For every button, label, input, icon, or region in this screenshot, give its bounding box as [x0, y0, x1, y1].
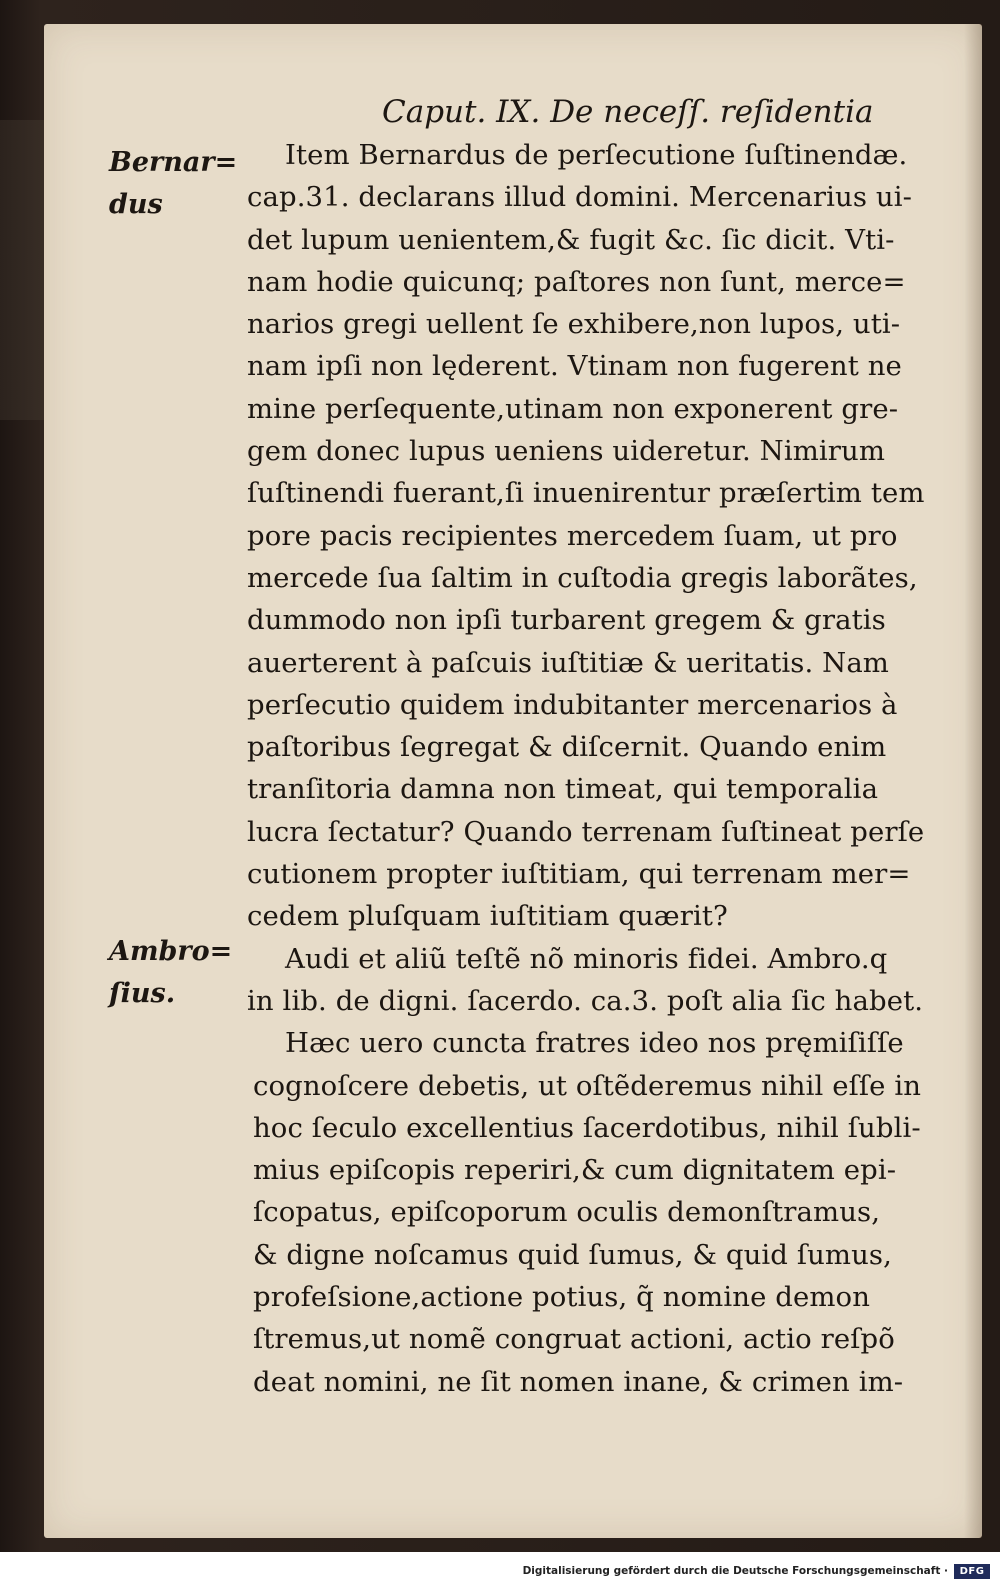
text-line: paſtoribus ſegregat & diſcernit. Quando enim: [247, 731, 887, 764]
text-line: ſtremus,ut nomẽ congruat actioni, actio reſpõ: [253, 1323, 895, 1356]
text-line: mius epiſcopis reperiri,& cum dignitatem epi-: [253, 1154, 897, 1187]
text-line: auerterent à paſcuis iuſtitiæ & ueritatis. Nam: [247, 646, 889, 679]
adjacent-page-edge: [0, 120, 46, 420]
text-line: cutionem propter iuſtitiam, qui terrenam mer=: [247, 858, 911, 891]
text-line: mine perſequente,utinam non exponerent gre-: [247, 392, 899, 425]
margin-note-line: dus: [109, 189, 163, 220]
text-line: narios gregi uellent ſe exhibere,non lupos, uti-: [247, 308, 901, 341]
text-line: perſecutio quidem indubitanter mercenarios à: [247, 688, 898, 721]
text-line: dummodo non ipſi turbarent gregem & gratis: [247, 604, 886, 637]
margin-note-line: ſius.: [109, 978, 176, 1009]
text-line: Item Bernardus de perſecutione ſuſtinendæ.: [285, 139, 908, 171]
text-line: mercede ſua ſaltim in cuſtodia gregis laborãtes,: [247, 561, 918, 594]
running-head: Caput. IX. De neceſſ. reſidentia: [382, 94, 874, 130]
text-line: Audi et aliũ teſtẽ nõ minoris fidei. Ambro.q: [285, 942, 888, 975]
funding-notice: Digitalisierung gefördert durch die Deutsche Forschungsgemeinschaft ·: [522, 1565, 948, 1577]
text-line: tranſitoria damna non timeat, qui temporalia: [247, 773, 879, 806]
text-line: nam ipſi non lęderent. Vtinam non fugerent ne: [247, 350, 902, 383]
text-line: in lib. de digni. ſacerdo. ca.3. poſt alia ſic habet.: [247, 984, 924, 1017]
book-page: [44, 24, 982, 1538]
margin-note-line: Ambro=: [109, 936, 233, 967]
body-text: [247, 134, 937, 1403]
text-line: nam hodie quicunq; paſtores non ſunt, merce=: [247, 265, 906, 298]
text-line: profeſsione,actione potius, q̃ nomine demon: [253, 1281, 871, 1314]
page-edge-shadow: [964, 24, 982, 1538]
text-line: gem donec lupus ueniens uideretur. Nimirum: [247, 435, 886, 468]
text-line: cedem pluſquam iuſtitiam quærit?: [247, 900, 728, 933]
text-line: det lupum uenientem,& fugit &c. ſic dicit. Vti-: [247, 223, 895, 256]
margin-note-line: Bernar=: [109, 147, 238, 178]
text-line: cap.31. declarans illud domini. Mercenarius ui-: [247, 181, 913, 214]
text-line: ſcopatus, epiſcoporum oculis demonſtramus,: [253, 1196, 881, 1229]
text-line: pore pacis recipientes mercedem ſuam, ut pro: [247, 519, 898, 552]
margin-note-ambrosius: [109, 931, 233, 1015]
text-line: ſuſtinendi fuerant,ſi inuenirentur præſertim tem: [247, 477, 925, 510]
text-line: cognoſcere debetis, ut oſtẽderemus nihil eſſe in: [253, 1069, 922, 1102]
text-line: hoc ſeculo excellentius ſacerdotibus, nihil ſubli-: [253, 1111, 921, 1144]
footer-bar: [0, 1552, 1000, 1588]
margin-note-bernardus: [109, 142, 238, 226]
text-line: Hæc uero cuncta fratres ideo nos pręmiſiſſe: [285, 1027, 904, 1060]
dfg-logo: DFG: [954, 1564, 990, 1579]
text-line: & digne noſcamus quid ſumus, & quid ſumus,: [253, 1238, 892, 1271]
text-line: lucra ſectatur? Quando terrenam ſuſtineat perſe: [247, 815, 925, 848]
text-line: deat nomini, ne ſit nomen inane, & crimen im-: [253, 1365, 904, 1398]
